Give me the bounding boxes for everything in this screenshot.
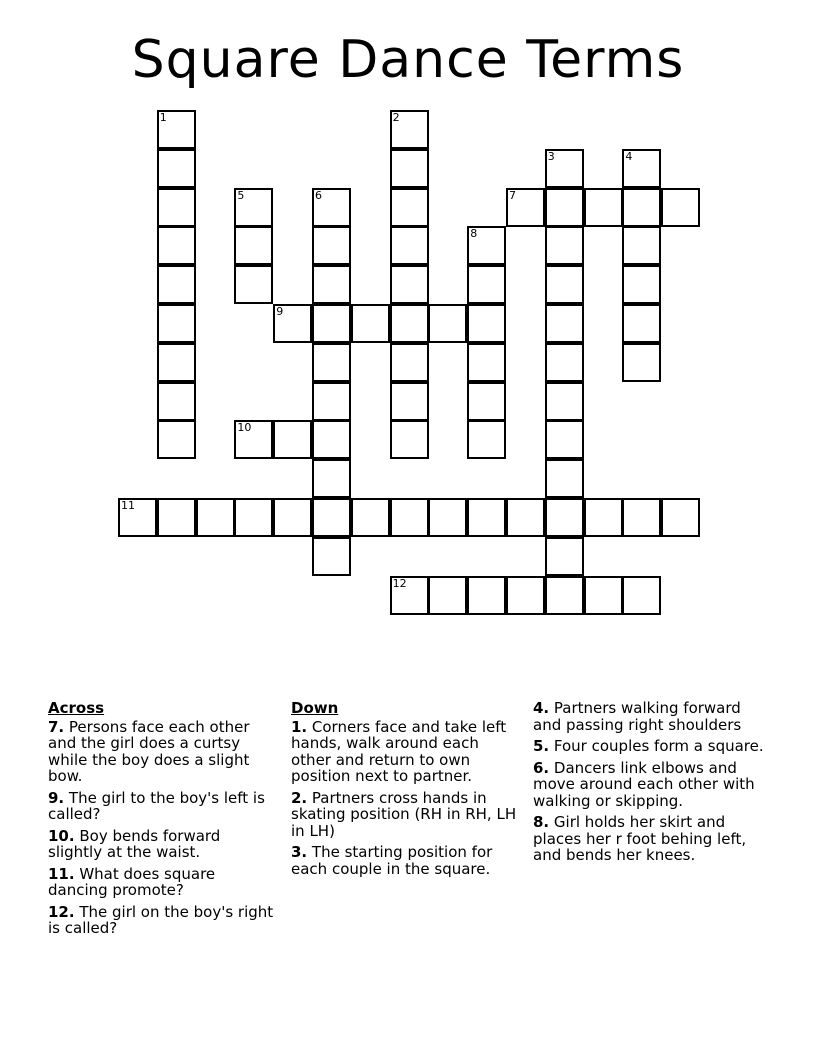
grid-cell[interactable] — [312, 459, 351, 498]
grid-cell[interactable] — [545, 265, 584, 304]
grid-cell[interactable] — [157, 188, 196, 227]
grid-cell[interactable] — [467, 498, 506, 537]
grid-cell[interactable] — [157, 420, 196, 459]
grid-cell[interactable] — [545, 188, 584, 227]
grid-cell[interactable] — [622, 226, 661, 265]
clue-text: Partners walking forward and passing right shoulders — [533, 699, 742, 734]
clue-number: 9 — [276, 305, 284, 318]
grid-cell[interactable] — [312, 498, 351, 537]
clue-number: 7 — [509, 188, 516, 202]
clue-number: 10 — [237, 421, 252, 435]
grid-cell[interactable] — [157, 498, 196, 537]
grid-cell[interactable] — [351, 304, 390, 343]
grid-cell[interactable] — [390, 265, 429, 304]
clue-number: 4 — [625, 149, 633, 163]
grid-cell[interactable] — [545, 537, 584, 576]
grid-cell[interactable] — [545, 304, 584, 343]
grid-cell[interactable] — [622, 304, 661, 343]
clue-item — [48, 719, 276, 785]
grid-cell[interactable] — [234, 265, 273, 304]
grid-cell[interactable] — [234, 498, 273, 537]
down-clues — [291, 700, 521, 882]
grid-cell[interactable] — [428, 304, 467, 343]
grid-cell[interactable] — [428, 576, 467, 615]
grid-cell[interactable] — [157, 149, 196, 188]
clue-text: Corners face and take left hands, walk around each other and return to own position next to partner. — [291, 717, 507, 785]
clue-number: 10. — [48, 826, 75, 845]
grid-cell[interactable] — [312, 265, 351, 304]
grid-cell[interactable] — [622, 188, 661, 227]
clue-number: 4. — [533, 699, 550, 717]
clue-text: The starting position for each couple in the square. — [291, 843, 493, 878]
clue-item — [48, 828, 276, 861]
grid-cell[interactable] — [545, 576, 584, 615]
grid-cell[interactable] — [467, 226, 506, 265]
grid-cell[interactable] — [273, 420, 312, 459]
grid-cell[interactable] — [622, 265, 661, 304]
grid-cell[interactable] — [467, 304, 506, 343]
grid-cell[interactable] — [234, 188, 273, 227]
down-clues-continued — [533, 700, 773, 869]
clue-number: 11. — [48, 864, 75, 883]
grid-cell[interactable] — [584, 188, 623, 227]
grid-cell[interactable] — [545, 226, 584, 265]
grid-cell[interactable] — [467, 420, 506, 459]
grid-cell[interactable] — [467, 382, 506, 421]
grid-cell[interactable] — [467, 265, 506, 304]
clue-text: Boy bends forward slightly at the waist. — [48, 826, 221, 861]
clue-item — [533, 700, 773, 733]
grid-cell[interactable] — [390, 420, 429, 459]
puzzle-title: Square Dance Terms — [131, 30, 685, 90]
clue-item — [291, 844, 521, 877]
grid-cell[interactable] — [390, 110, 429, 149]
clue-item — [533, 738, 773, 755]
grid-cell[interactable] — [545, 382, 584, 421]
clue-number: 6. — [533, 758, 550, 777]
clue-number: 11 — [121, 499, 135, 512]
clue-text: Girl holds her skirt and places her r foot behing left, and bends her knees. — [533, 813, 747, 864]
grid-cell[interactable] — [506, 498, 545, 537]
grid-cell[interactable] — [390, 343, 429, 382]
across-heading: Across — [48, 699, 105, 717]
grid-cell[interactable] — [661, 188, 700, 227]
grid-cell[interactable] — [157, 304, 196, 343]
clue-number: 12. — [48, 902, 75, 921]
clue-number: 1. — [291, 717, 308, 736]
grid-cell[interactable] — [584, 498, 623, 537]
grid-cell[interactable] — [234, 226, 273, 265]
clue-number: 2. — [291, 788, 308, 807]
clue-text: Partners cross hands in skating position (RH in RH, LH in LH) — [291, 788, 517, 840]
grid-cell[interactable] — [312, 382, 351, 421]
clue-number: 7. — [48, 717, 65, 736]
clue-text: The girl on the boy's right is called? — [48, 902, 274, 937]
clue-text: Dancers link elbows and move around each other with walking or skipping. — [533, 758, 755, 810]
clue-number: 3 — [547, 149, 555, 163]
clue-number: 5 — [237, 188, 245, 202]
grid-cell[interactable] — [467, 343, 506, 382]
clue-number: 6 — [315, 188, 322, 202]
grid-cell[interactable] — [390, 149, 429, 188]
clue-text: Persons face each other and the girl does a curtsy while the boy does a slight bow. — [48, 717, 250, 785]
grid-cell[interactable] — [545, 459, 584, 498]
grid-cell[interactable] — [312, 304, 351, 343]
clue-number: 8 — [470, 227, 478, 241]
grid-cell[interactable] — [234, 420, 273, 459]
grid-cell[interactable] — [390, 498, 429, 537]
clue-item — [48, 866, 276, 899]
clue-number: 5. — [533, 737, 550, 755]
grid-cell[interactable] — [157, 110, 196, 149]
grid-cell[interactable] — [545, 149, 584, 188]
clue-number: 2 — [392, 111, 400, 124]
grid-cell[interactable] — [467, 576, 506, 615]
clue-text: Four couples form a square. — [549, 737, 764, 755]
grid-cell[interactable] — [390, 382, 429, 421]
grid-cell[interactable] — [545, 498, 584, 537]
grid-cell[interactable] — [545, 343, 584, 382]
grid-cell[interactable] — [273, 304, 312, 343]
grid-cell[interactable] — [157, 226, 196, 265]
grid-cell[interactable] — [622, 149, 661, 188]
clue-item — [533, 760, 773, 810]
grid-cell[interactable] — [312, 226, 351, 265]
grid-cell[interactable] — [390, 188, 429, 227]
clue-number: 1 — [159, 111, 167, 124]
grid-cell[interactable] — [312, 420, 351, 459]
clue-number: 3. — [291, 843, 308, 861]
grid-cell[interactable] — [390, 226, 429, 265]
grid-cell[interactable] — [157, 343, 196, 382]
grid-cell[interactable] — [273, 498, 312, 537]
grid-cell[interactable] — [312, 343, 351, 382]
grid-cell[interactable] — [661, 498, 700, 537]
clue-item — [48, 904, 276, 937]
clue-item — [291, 790, 521, 840]
down-heading: Down — [291, 699, 339, 717]
clue-text: The girl to the boy's left is called? — [48, 788, 265, 823]
clue-number: 12 — [392, 576, 407, 590]
grid-cell[interactable] — [157, 265, 196, 304]
grid-cell[interactable] — [506, 188, 545, 227]
grid-cell[interactable] — [312, 537, 351, 576]
grid-cell[interactable] — [622, 343, 661, 382]
grid-cell[interactable] — [622, 576, 661, 615]
grid-cell[interactable] — [118, 498, 157, 537]
grid-cell[interactable] — [196, 498, 235, 537]
grid-cell[interactable] — [390, 576, 429, 615]
grid-cell[interactable] — [312, 188, 351, 227]
across-clues — [48, 700, 276, 942]
clue-number: 8. — [533, 813, 550, 831]
grid-cell[interactable] — [584, 576, 623, 615]
clue-item — [48, 790, 276, 823]
clue-text: What does square dancing promote? — [48, 864, 216, 899]
grid-cell[interactable] — [351, 498, 390, 537]
grid-cell[interactable] — [622, 498, 661, 537]
grid-cell[interactable] — [506, 576, 545, 615]
clue-item — [291, 719, 521, 785]
grid-cell[interactable] — [157, 382, 196, 421]
clue-item — [533, 814, 773, 864]
grid-cell[interactable] — [545, 420, 584, 459]
grid-cell[interactable] — [390, 304, 429, 343]
clue-number: 9. — [48, 788, 65, 807]
grid-cell[interactable] — [428, 498, 467, 537]
